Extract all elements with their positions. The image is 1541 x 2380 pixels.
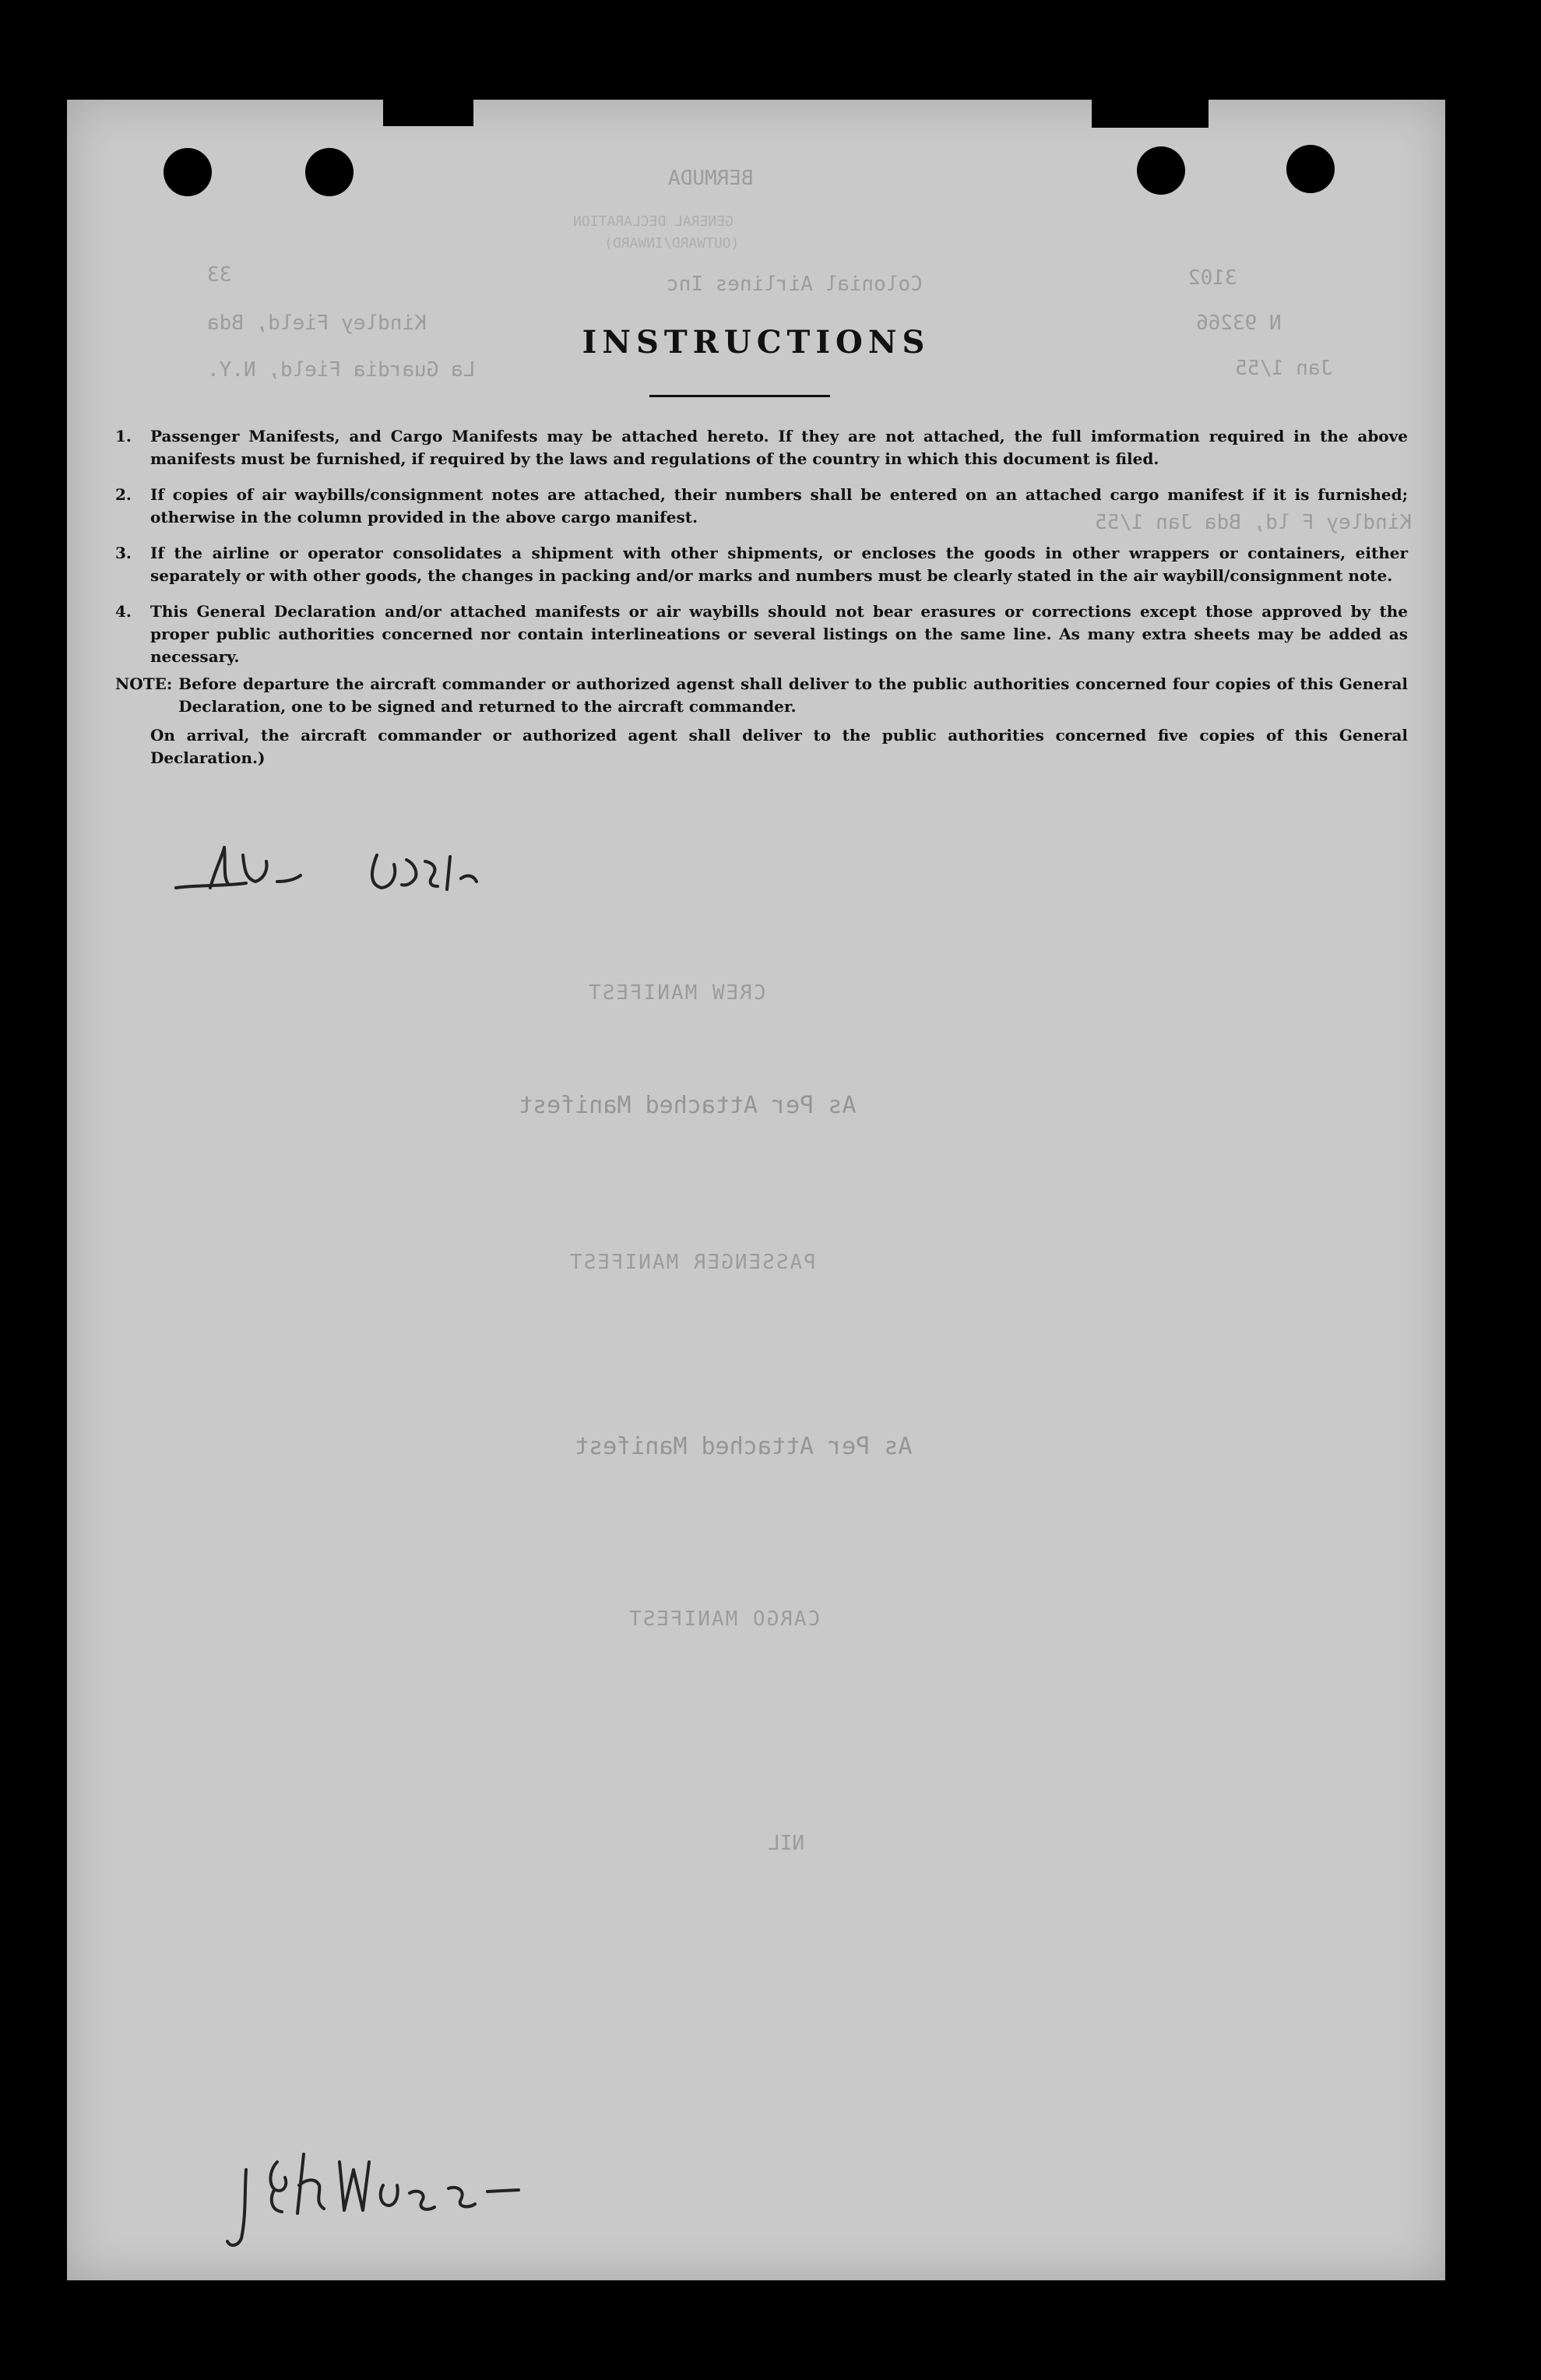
- instruction-item: [115, 600, 1408, 668]
- instruction-number: 3.: [115, 544, 132, 562]
- signature: [223, 2139, 628, 2255]
- bleed-pax-heading: PASSENGER MANIFEST: [568, 1251, 816, 1274]
- instruction-number: 2.: [115, 485, 132, 504]
- bleed-pax-entry: As Per Attached Manifest: [575, 1433, 913, 1460]
- bleed-flight-number: 33: [207, 263, 232, 287]
- note-text-arrival: On arrival, the aircraft commander or authorized agent shall deliver to the public authorities concerned five copies of this General Declaration.): [150, 726, 1408, 767]
- bleed-header-sub: GENERAL DECLARATION: [573, 213, 734, 230]
- instruction-item: [115, 425, 1408, 470]
- instruction-text: This General Declaration and/or attached manifests or air waybills should not bear erasures or corrections except those approved by the proper public authorities concerned nor contain interlineations or several listings on the same line. As many extra sheets may be added as necessary.: [150, 602, 1408, 666]
- bleed-operator: Colonial Airlines Inc: [667, 273, 923, 296]
- note-block: [115, 673, 1408, 718]
- bleed-crew-heading: CREW MANIFEST: [587, 981, 766, 1005]
- instruction-item: [115, 542, 1408, 587]
- note-label: NOTE:: [115, 674, 173, 693]
- bleed-header-sub2: (OUTWARD/INWARD): [604, 235, 740, 252]
- bleed-registration: N 93266: [1196, 312, 1282, 335]
- bleed-to: La Guardia Field, N.Y.: [207, 358, 476, 382]
- instruction-item: [115, 484, 1408, 529]
- document-page: [67, 100, 1445, 2280]
- instructions-title: INSTRUCTIONS: [582, 324, 931, 361]
- instruction-text: If copies of air waybills/consignment notes are attached, their numbers shall be entered on an attached cargo manifest if it is furnished; otherwise in the column provided in the above cargo manifest.: [150, 485, 1408, 526]
- instruction-number: 1.: [115, 427, 132, 445]
- bleed-route-line: Kindley F ld, Bda Jan 1/55: [1095, 511, 1412, 534]
- bleed-header: BERMUDA: [668, 167, 754, 190]
- instruction-text: If the airline or operator consolidates a shipment with other shipments, or encloses the goods in other wrappers or containers, either separately or with other goods, the changes in packing and/or marks and numbers must be clearly stated in the air waybill/consignment note.: [150, 544, 1408, 585]
- bleed-from: Kindley Field, Bda: [207, 312, 427, 335]
- instruction-number: 4.: [115, 602, 132, 621]
- bleed-date: Jan 1/55: [1235, 357, 1333, 380]
- handwritten-annotation: [168, 824, 495, 917]
- binder-tab-right: [1092, 100, 1209, 128]
- punch-hole-1: [164, 148, 212, 196]
- title-underline: [649, 395, 830, 397]
- instruction-text: Passenger Manifests, and Cargo Manifests may be attached hereto. If they are not attached, the full imformation required in the above manifests must be furnished, if required by the laws and regulations of the country in which this document is filed.: [150, 427, 1408, 468]
- bleed-cargo-heading: CARGO MANIFEST: [628, 1607, 821, 1631]
- punch-hole-3: [1137, 146, 1185, 195]
- bleed-operator-num: 3102: [1188, 266, 1237, 290]
- note-text: Before departure the aircraft commander or authorized agenst shall deliver to the public authorities concerned four copies of this General Declaration, one to be signed and returned to the aircraft commander.: [178, 674, 1408, 716]
- bleed-crew-entry: As Per Attached Manifest: [519, 1092, 857, 1119]
- binder-tab-left: [383, 100, 473, 126]
- punch-hole-2: [305, 148, 354, 196]
- instructions-body: [115, 425, 1408, 769]
- punch-hole-4: [1286, 145, 1335, 193]
- bleed-cargo-entry: NIL: [768, 1832, 804, 1855]
